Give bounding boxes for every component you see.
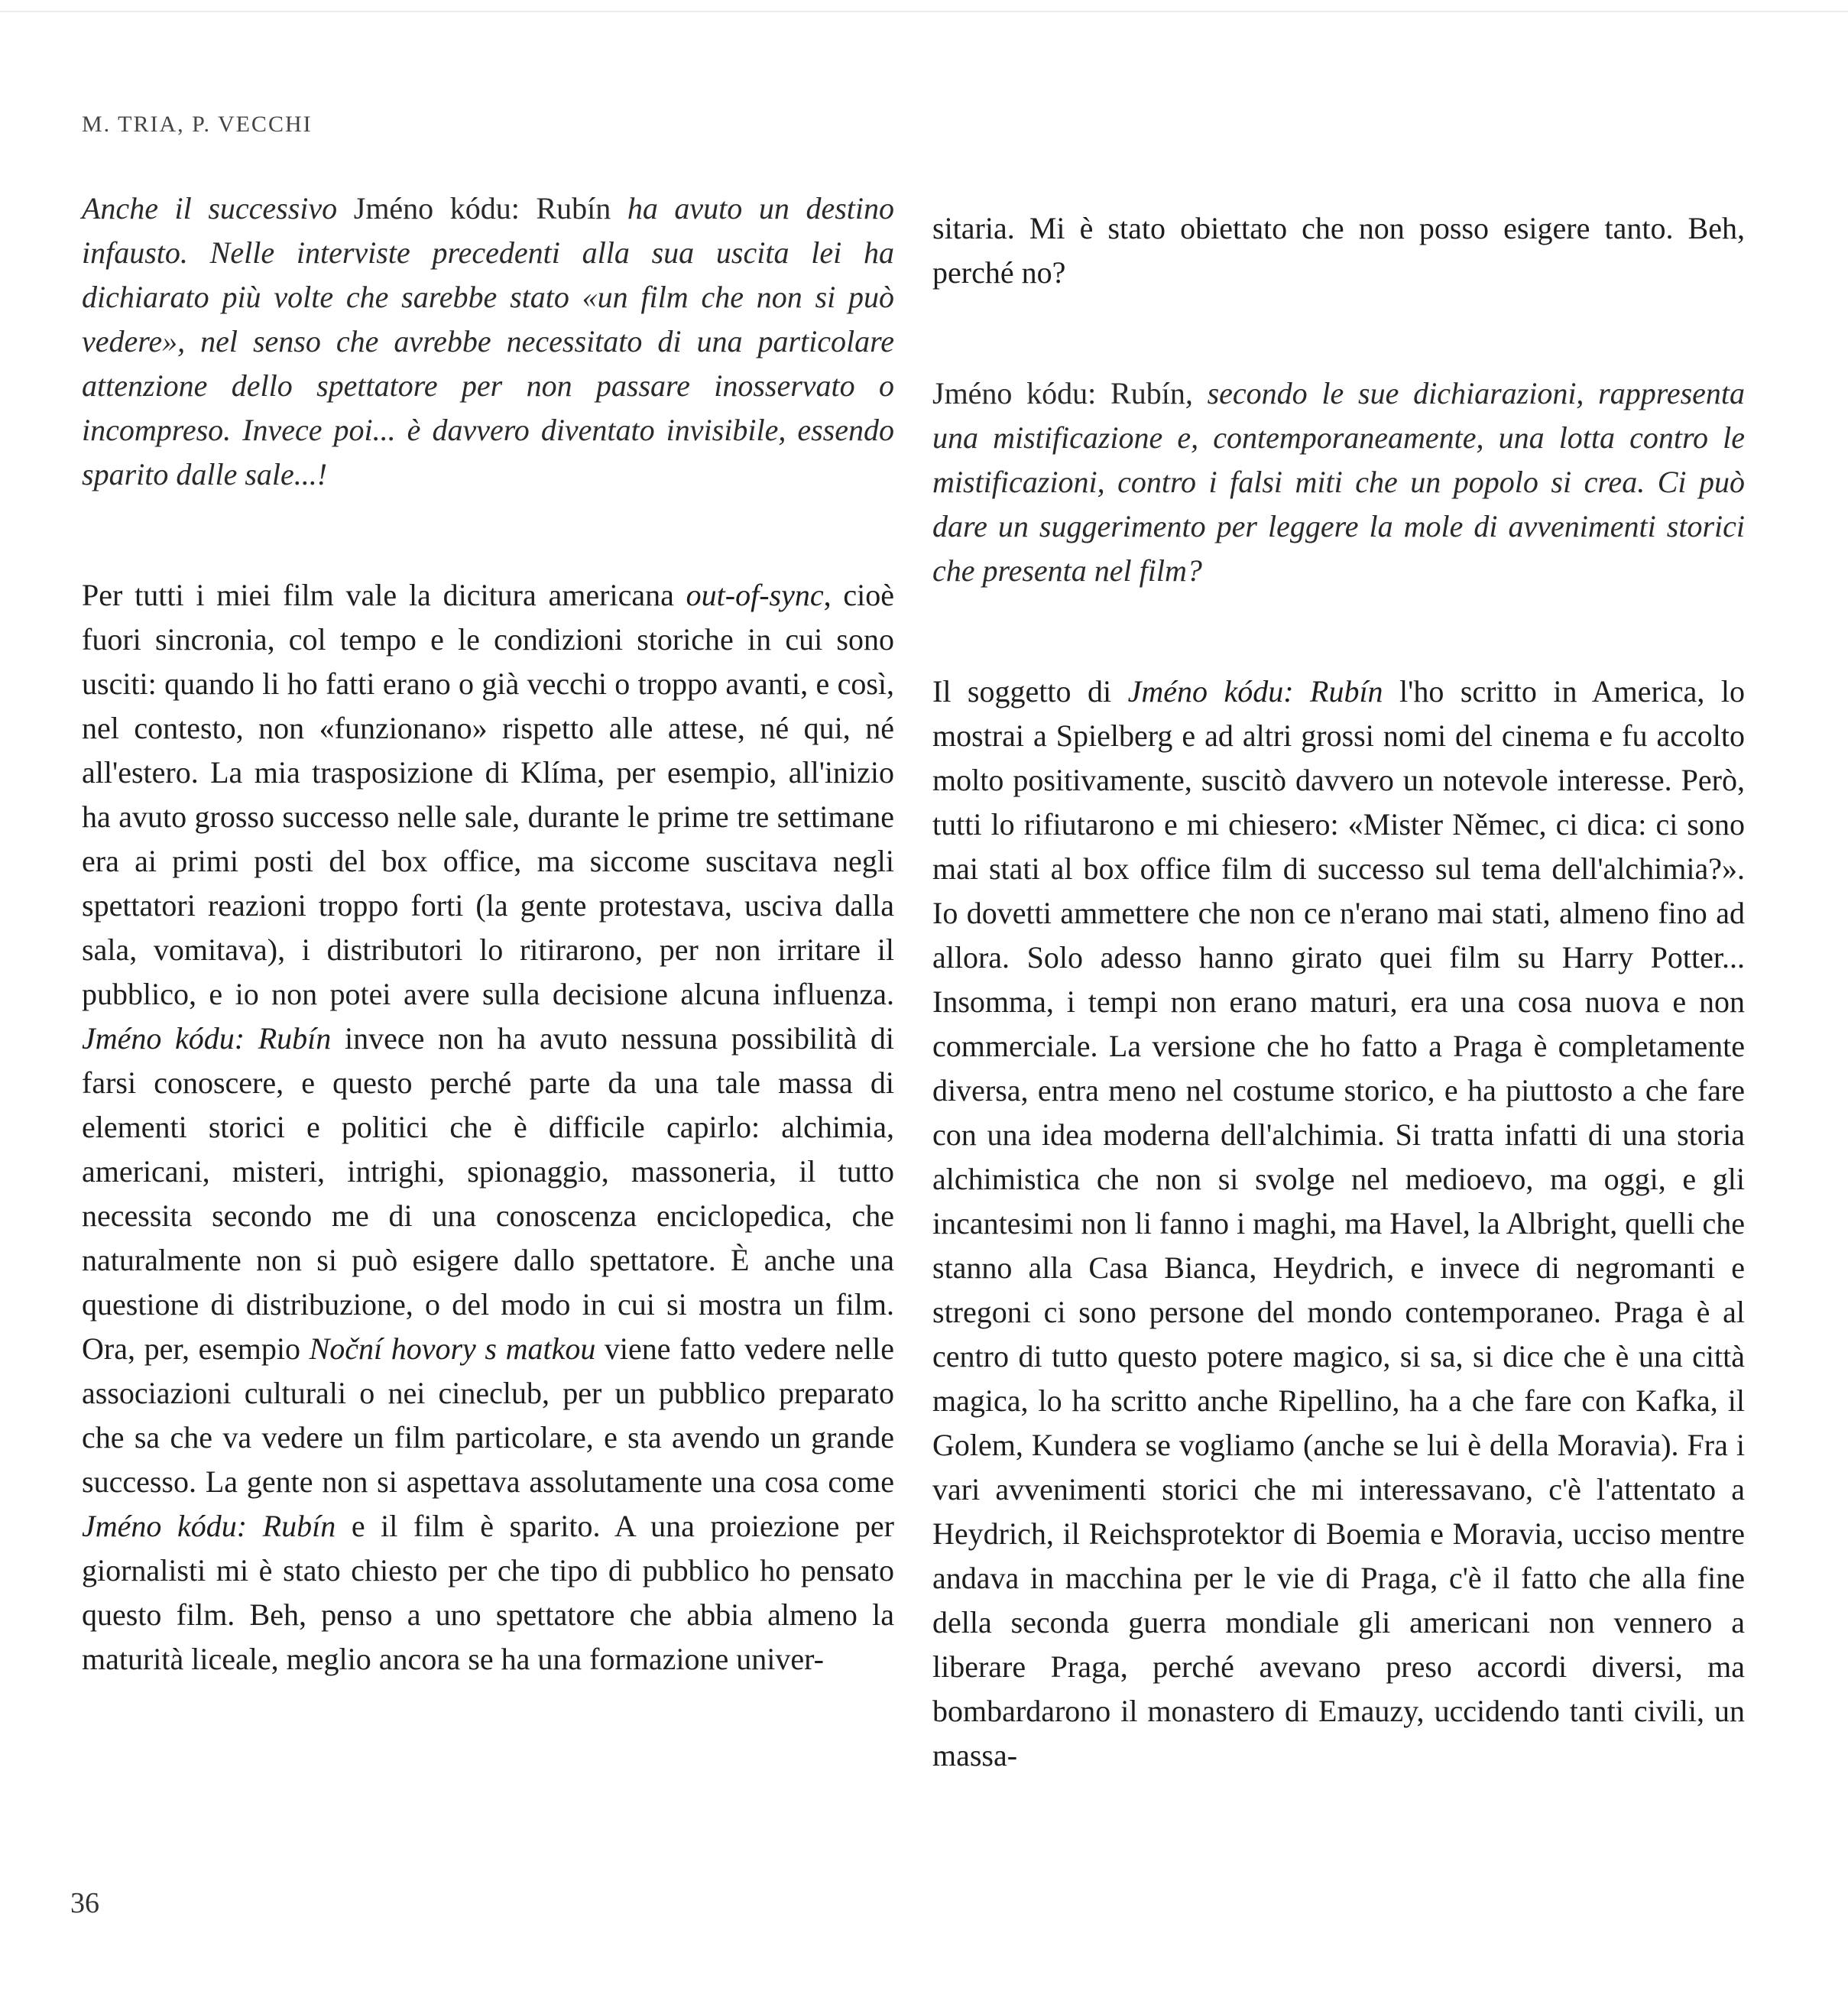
film-title: Noční hovory s matkou xyxy=(309,1331,596,1366)
film-title: Jméno kódu: Rubín xyxy=(82,1021,332,1056)
film-title: Jméno kódu: Rubín xyxy=(1127,674,1383,709)
interview-answer xyxy=(82,573,894,1682)
question-text: , secondo le sue dichiarazioni, rappresenta una mistificazione e, contemporaneamente, una lotta contro le mistificazioni, contro i falsi miti che un popolo si crea. Ci può dare un suggerimento per leggere la mole di avvenimenti storici che presenta nel film? xyxy=(932,376,1746,588)
answer-text: , cioè fuori sincronia, col tempo e le condizioni storiche in cui sono usciti: quando li ho fatti erano o già vecchi o troppo avanti, e così, nel contesto, non «funzionano» rispetto alle attese, né qui, né all'estero. La mia trasposizione di Klíma, per esempio, all'inizio ha avuto grosso successo nelle sale, durante le prime tre settimane era ai primi posti del box office, ma siccome suscitava negli spettatori reazioni troppo forti (la gente protestava, usciva dalla sala, vomitava), i distributori lo ritirarono, per non irritare il pubblico, e io non potei avere sulla decisione alcuna influenza. xyxy=(82,578,894,1011)
interview-question xyxy=(932,371,1745,593)
running-head: M. TRIA, P. VECCHI xyxy=(82,112,313,137)
answer-text: invece non ha avuto nessuna possibilità di farsi conoscere, e questo perché parte da una tale massa di elementi storici e politici che è difficile capirlo: alchimia, americani, misteri, intrighi, spionaggio, massoneria, il tutto necessita secondo me di una conoscenza enciclopedica, che naturalmente non si può esigere dallo spettatore. È anche una questione di distribuzione, o del modo in cui si mostra un film. Ora, per, esempio xyxy=(82,1021,895,1366)
top-rule xyxy=(0,11,1848,12)
answer-text: l'ho scritto in America, lo mostrai a Spielberg e ad altri grossi nomi del cinema e fu accolto molto positivamente, suscitò davvero un notevole interesse. Però, tutti lo rifiutarono e mi chiesero: «Mister Němec, ci dica: ci sono mai stati al box office film di successo sul tema dell'alchimia?». Io dovetti ammettere che non ce n'erano mai stati, almeno fino ad allora. Solo adesso hanno girato quei film su Harry Potter... Insomma, i tempi non erano maturi, era una cosa nuova e non commerciale. La versione che ho fatto a Praga è completamente diversa, entra meno nel costume storico, e ha piuttosto a che fare con una idea moderna dell'alchimia. Si tratta infatti di una storia alchimistica che non si svolge nel medioevo, ma oggi, e gli incantesimi non li fanno i maghi, ma Havel, la Albright, quelli che stanno alla Casa Bianca, Heydrich, e invece di negromanti e stregoni ci sono persone del mondo contemporaneo. Praga è al centro di tutto questo potere magico, si sa, si dice che è una città magica, lo ha scritto anche Ripellino, ha a che fare con Kafka, il Golem, Kundera se vogliamo (anche se lui è della Moravia). Fra i vari avvenimenti storici che mi interessavano, c'è l'attentato a Heydrich, il Reichsprotektor di Boemia e Moravia, ucciso mentre andava in macchina per le vie di Praga, c'è il fatto che alla fine della seconda guerra mondiale gli americani non vennero a liberare Praga, perché avevano preso accordi diversi, ma bombardarono il monastero di Emauzy, uccidendo tanti civili, un massa- xyxy=(932,674,1746,1772)
question-text: Anche il successivo xyxy=(82,191,354,225)
answer-text: e il film è sparito. A una proiezione per giornalisti mi è stato chiesto per che tipo di pubblico ho pensato questo film. Beh, penso a uno spettatore che abbia almeno la maturità liceale, meglio ancora se ha una formazione univer- xyxy=(82,1509,894,1676)
answer-text: Il soggetto di xyxy=(932,674,1128,709)
film-title: Jméno kódu: Rubín xyxy=(82,1509,336,1543)
film-title: Jméno kódu: Rubín xyxy=(932,376,1185,410)
interview-question xyxy=(82,186,894,497)
right-column xyxy=(932,206,1745,1778)
answer-text: Per tutti i miei film vale la dicitura americana xyxy=(82,578,686,612)
question-text: ha avuto un destino infausto. Nelle interviste precedenti alla sua uscita lei ha dichiarato più volte che sarebbe stato «un film che non si può vedere», nel senso che avrebbe necessitato di una particolare attenzione dello spettatore per non passare inosservato o incompreso. Invece poi... è davvero diventato invisibile, essendo sparito dalle sale...! xyxy=(82,191,895,491)
page-number: 36 xyxy=(70,1887,99,1919)
answer-text: viene fatto vedere nelle associazioni culturali o nei cineclub, per un pubblico preparato che sa che va vedere un film particolare, e sta avendo un grande successo. La gente non si aspettava assolutamente una cosa come xyxy=(82,1331,894,1499)
film-title: Jméno kódu: Rubín xyxy=(353,191,611,225)
interview-answer xyxy=(932,670,1745,1778)
left-column xyxy=(82,186,894,1682)
answer-continuation: sitaria. Mi è stato obiettato che non posso esigere tanto. Beh, perché no? xyxy=(932,211,1745,290)
italic-term: out-of-sync xyxy=(686,578,824,612)
